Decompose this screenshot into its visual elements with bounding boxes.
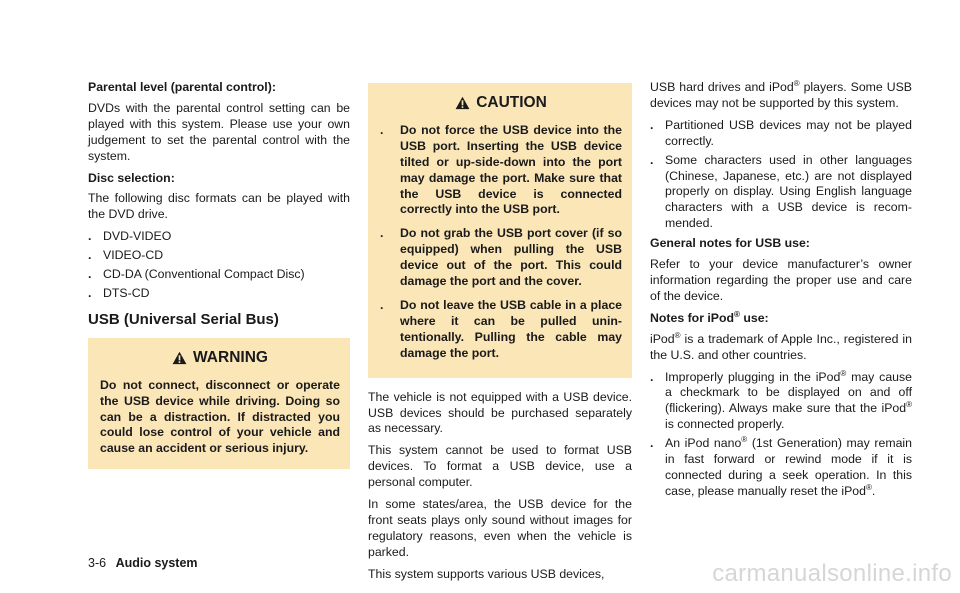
paragraph-usb-continued: USB hard drives and iPod® players. Some USB devices may not be supported by this system. <box>650 78 912 110</box>
section-label: Audio system <box>115 556 198 570</box>
warning-triangle-icon <box>172 351 187 365</box>
list-item: . Do not force the USB device into the USB port. Inserting the USB device tilted or up-side-down into the port may damage the port. Make sure that the USB device is connected correctly into the USB port. <box>380 122 622 217</box>
column-middle <box>368 80 632 589</box>
list-item: . Partitioned USB devices may not be played correctly. <box>650 117 912 148</box>
caution-list <box>380 123 622 362</box>
paragraph-parental: DVDs with the parental control setting can be played with this system. Please use your own judgement to set the parental control with the system. <box>88 100 350 163</box>
warning-title: WARNING <box>100 350 340 366</box>
list-item: . DVD-VIDEO <box>88 229 172 244</box>
column-left <box>88 80 350 469</box>
warning-box <box>88 338 350 469</box>
caution-box <box>368 83 632 378</box>
caution-title: CAUTION <box>380 95 622 111</box>
column-right <box>650 80 912 504</box>
paragraph-usb-format: This system cannot be used to format USB devices. To format a USB device, use a personal computer. <box>368 443 632 490</box>
list-item: . VIDEO-CD <box>88 248 164 263</box>
paragraph-general-notes: Refer to your device manufacturer’s owner information regarding the proper use and care of the device. <box>650 257 912 303</box>
list-item: . DTS-CD <box>88 285 150 300</box>
warning-text: Do not connect, disconnect or operate the USB device while driving. Doing so can be a distraction. If distracted you could lose control of your vehicle and cause an accident or serious injury. <box>100 377 340 456</box>
disc-format-list <box>88 229 350 302</box>
list-item: . Some characters used in other languages (Chinese, Japanese, etc.) are not displayed properly on display. Using English language characters with a USB device is recom-mended. <box>650 152 912 231</box>
section-title-usb: USB (Universal Serial Bus) <box>88 310 279 328</box>
page-number: 3-6 <box>88 556 107 570</box>
heading-general-notes: General notes for USB use: <box>650 236 810 251</box>
page-footer <box>88 556 198 570</box>
list-item: . An iPod nano® (1st Generation) may remain in fast forward or rewind mode if it is connected during a seek operation. In this case, please manually reset the iPod®. <box>650 435 913 498</box>
paragraph-usb-states: In some states/area, the USB device for the front seats plays only sound without images for regulatory reasons, even when the vehicle is parked. <box>368 497 632 559</box>
list-item: . CD-DA (Conventional Compact Disc) <box>88 267 305 282</box>
list-item: . Improperly plugging in the iPod® may cause a checkmark to be displayed on and off (flickering). Always make sure that the iPod® is connected properly. <box>650 368 912 432</box>
list-item: . Do not grab the USB port cover (if so equipped) when pulling the USB device out of the port. This could damage the port and the cover. <box>380 226 622 289</box>
paragraph-usb-supports: This system supports various USB devices, <box>368 566 605 581</box>
heading-parental-level: Parental level (parental control): <box>88 80 276 94</box>
paragraph-usb-not-equipped: The vehicle is not equipped with a USB device. USB devices should be purchased separately as necessary. <box>368 389 632 436</box>
usb-notes-list <box>650 118 912 232</box>
paragraph-disc: The following disc formats can be played with the DVD drive. <box>88 191 350 222</box>
heading-disc-selection: Disc selection: <box>88 170 175 185</box>
heading-ipod-notes: Notes for iPod® use: <box>650 309 769 325</box>
warning-triangle-icon <box>455 96 470 110</box>
watermark: carmanualsonline.info <box>712 560 952 587</box>
paragraph-ipod-trademark: iPod® is a trademark of Apple Inc., registered in the U.S. and other countries. <box>650 330 912 362</box>
ipod-notes-list <box>650 370 912 500</box>
list-item: . Do not leave the USB cable in a place where it can be pulled unin-tentionally. Pulling the cable may damage the port. <box>380 297 622 360</box>
